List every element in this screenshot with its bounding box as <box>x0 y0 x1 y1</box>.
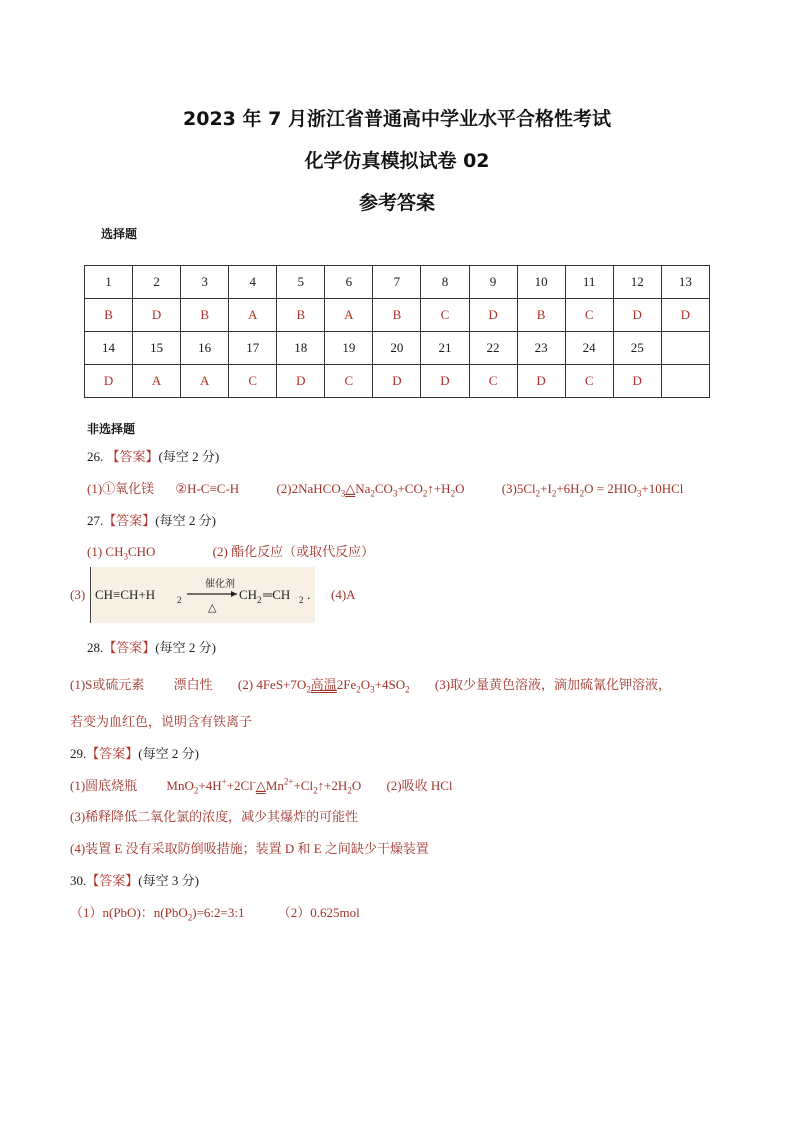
question-number-cell: 24 <box>565 332 613 365</box>
q30-part1: （1）n(PbO)：n(PbO$_2$)=6:2=3:1 <box>70 905 245 923</box>
answer-cell: D <box>613 299 661 332</box>
question-number-cell: 7 <box>373 266 421 299</box>
answer-cell: D <box>661 299 709 332</box>
q28-part1b: 漂白性 <box>173 677 213 692</box>
answer-cell: C <box>565 299 613 332</box>
q27-header <box>87 510 216 529</box>
answer-cell: C <box>325 365 373 398</box>
answer-cell: D <box>517 365 565 398</box>
answer-tag: 【答案】 <box>106 449 159 464</box>
q28-part2: (2) $4FeS+7O_2$高温$2Fe_2O_3+4SO_2$ <box>237 677 410 695</box>
q29-part1b: $MnO_2+4H^++2Cl^-\triangle Mn^{2+}+Cl_2↑+2H_2O$ <box>166 776 362 796</box>
answer-cell: C <box>229 365 277 398</box>
q26-part2: $(2)2NaHCO_3\triangle Na_2CO_3+CO_2↑+H_2O$ <box>276 481 465 499</box>
equation-rhs-sub2: 2 <box>299 595 304 605</box>
q27-part3-label: (3) <box>70 587 86 602</box>
question-number-cell: 8 <box>421 266 469 299</box>
score-note: (每空 2 分) <box>138 746 199 761</box>
q27-answers <box>87 541 374 562</box>
q28-part1: (1)S或硫元素 <box>70 677 145 692</box>
equation-rhs-sub1: 2 <box>257 595 262 605</box>
equation-lhs-sub: 2 <box>177 595 182 605</box>
question-number-cell: 18 <box>277 332 325 365</box>
question-number: 26. <box>87 449 104 464</box>
q27-part4: (4)A <box>331 587 356 602</box>
equation-rhs-b: ═CH <box>263 587 291 602</box>
q27-part2: (2) 酯化反应（或取代反应） <box>212 544 375 559</box>
equation-end: . <box>307 587 311 602</box>
question-number-cell: 10 <box>517 266 565 299</box>
answer-tag: 【答案】 <box>86 873 139 888</box>
question-number-cell: 20 <box>373 332 421 365</box>
q29-part4: (4)装置 E 没有采取防倒吸措施；装置 D 和 E 之间缺少干燥装置 <box>70 841 429 856</box>
question-number-cell <box>661 332 709 365</box>
table-row <box>85 332 710 365</box>
question-number-cell: 5 <box>277 266 325 299</box>
page-subtitle: 化学仿真模拟试卷 02 <box>304 150 490 172</box>
q28-header <box>87 637 216 656</box>
q29-part1: (1)圆底烧瓶 <box>70 778 138 793</box>
page-title: 2023 年 7 月浙江省普通高中学业水平合格性考试 <box>183 108 611 130</box>
answer-cell: A <box>229 299 277 332</box>
answer-cell: D <box>85 365 133 398</box>
equation-lhs: CH≡CH+H <box>95 587 156 602</box>
q29-part2: (2)吸收 HCl <box>386 778 453 793</box>
answer-heading: 参考答案 <box>358 192 435 214</box>
q26-part1: (1)①氧化镁 <box>87 481 155 496</box>
equation-rhs-a: CH <box>239 587 258 602</box>
q30-part2: （2）0.625mol <box>277 905 360 920</box>
answer-cell: D <box>469 299 517 332</box>
question-number: 28. <box>87 640 104 655</box>
answer-cell: C <box>421 299 469 332</box>
question-number-cell: 22 <box>469 332 517 365</box>
reaction-equation-image <box>90 567 315 623</box>
question-number-cell: 3 <box>181 266 229 299</box>
q28-part3-continued: 若变为血红色，说明含有铁离子 <box>70 714 253 729</box>
question-number-cell: 14 <box>85 332 133 365</box>
arrow-head-icon <box>231 591 237 597</box>
question-number-cell: 13 <box>661 266 709 299</box>
answer-cell: B <box>181 299 229 332</box>
score-note: (每空 2 分) <box>155 513 216 528</box>
reaction-equation <box>91 567 315 623</box>
q30-answers <box>70 902 360 923</box>
catalyst-label: 催化剂 <box>205 579 235 590</box>
q28-answers <box>70 674 671 695</box>
answer-tag: 【答案】 <box>86 746 139 761</box>
answer-table <box>84 265 710 398</box>
answer-cell: A <box>181 365 229 398</box>
answer-tag: 【答案】 <box>103 640 156 655</box>
q29-part3: (3)稀释降低二氧化氯的浓度，减少其爆炸的可能性 <box>70 809 359 824</box>
answer-cell: C <box>469 365 517 398</box>
q26-part1b: ②H-C≡C-H <box>175 481 240 496</box>
answer-cell: B <box>373 299 421 332</box>
question-number-cell: 9 <box>469 266 517 299</box>
question-number: 27. <box>87 513 104 528</box>
question-number-cell: 17 <box>229 332 277 365</box>
answer-cell: B <box>277 299 325 332</box>
q28-part3: (3)取少量黄色溶液，滴加硫氰化钾溶液， <box>434 677 672 692</box>
question-number-cell: 12 <box>613 266 661 299</box>
question-number-cell: 11 <box>565 266 613 299</box>
nonchoice-section-label: 非选择题 <box>87 422 136 436</box>
question-number-cell: 4 <box>229 266 277 299</box>
heat-symbol: △ <box>208 601 217 614</box>
answer-cell: C <box>565 365 613 398</box>
q27-part1: (1) $CH_3CHO$ <box>87 544 156 562</box>
question-number-cell: 25 <box>613 332 661 365</box>
q26-part3: $(3)5Cl_2+I_2+6H_2O = 2HIO_3+10HCl$ <box>501 481 684 499</box>
q29-header <box>70 743 199 762</box>
question-number-cell: 15 <box>133 332 181 365</box>
score-note: (每空 2 分) <box>158 449 220 464</box>
answer-cell <box>661 365 709 398</box>
answer-cell: A <box>325 299 373 332</box>
answer-cell: D <box>373 365 421 398</box>
score-note: (每空 2 分) <box>155 640 216 655</box>
answer-cell: D <box>421 365 469 398</box>
question-number-cell: 2 <box>133 266 181 299</box>
question-number: 29. <box>70 746 87 761</box>
answer-cell: D <box>613 365 661 398</box>
answer-cell: D <box>133 299 181 332</box>
answer-cell: B <box>85 299 133 332</box>
table-row <box>85 299 710 332</box>
q26-header <box>87 446 219 465</box>
q30-header <box>70 870 199 889</box>
question-number-cell: 6 <box>325 266 373 299</box>
answer-cell: D <box>277 365 325 398</box>
q26-answers <box>87 478 683 499</box>
answer-cell: A <box>133 365 181 398</box>
question-number-cell: 16 <box>181 332 229 365</box>
score-note: (每空 3 分) <box>138 873 199 888</box>
table-row <box>85 365 710 398</box>
question-number-cell: 23 <box>517 332 565 365</box>
question-number-cell: 19 <box>325 332 373 365</box>
answer-cell: B <box>517 299 565 332</box>
question-number-cell: 21 <box>421 332 469 365</box>
choice-section-label: 选择题 <box>101 227 138 241</box>
answer-tag: 【答案】 <box>103 513 156 528</box>
question-number-cell: 1 <box>85 266 133 299</box>
table-row <box>85 266 710 299</box>
q29-line1 <box>70 775 453 796</box>
question-number: 30. <box>70 873 87 888</box>
